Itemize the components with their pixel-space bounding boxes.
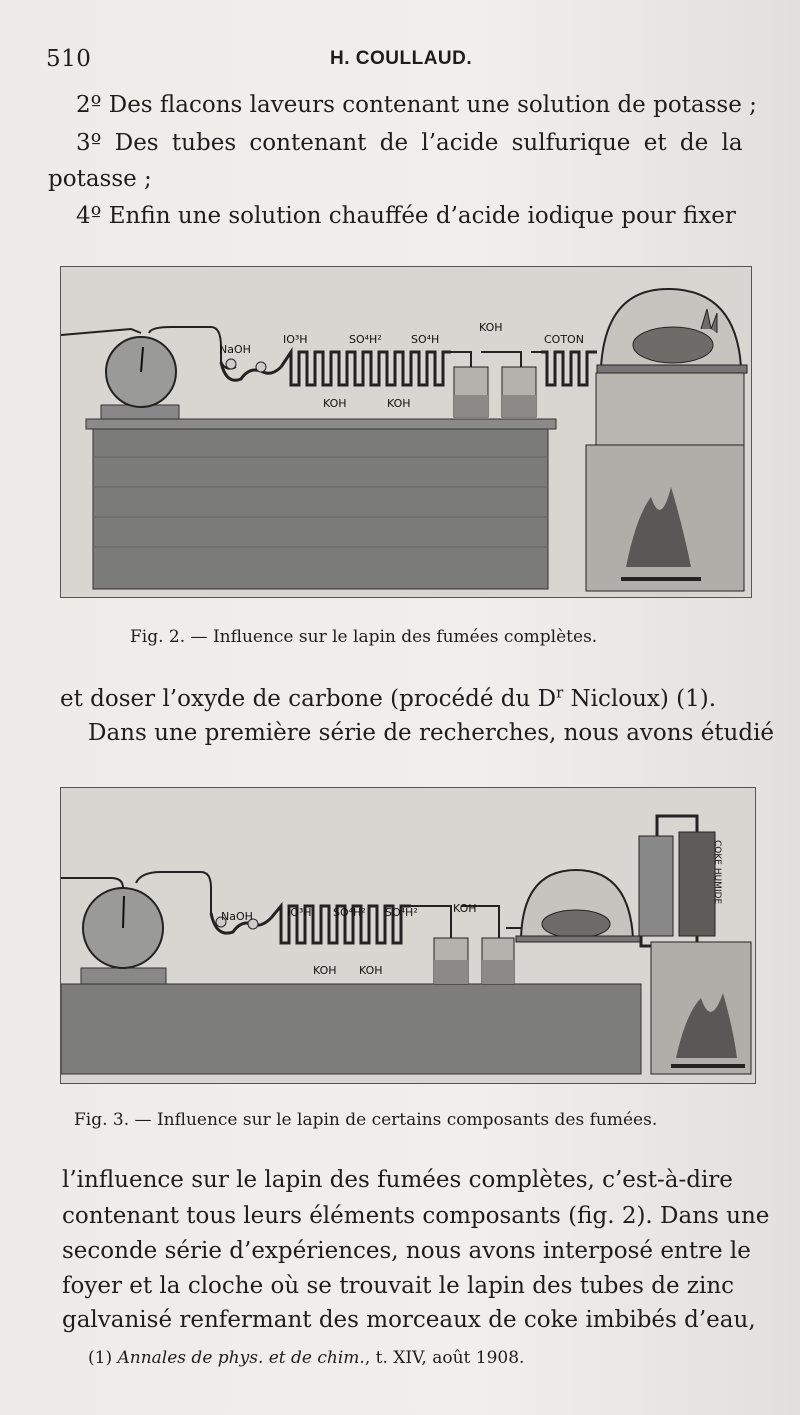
figure-3-caption: Fig. 3. — Influence sur le lapin de certains composants des fumées. [74, 1110, 658, 1130]
text-line: potasse ; [48, 166, 152, 192]
label-naoh: NaOH [221, 910, 253, 923]
page-number: 510 [46, 46, 92, 72]
text-line: l’influence sur le lapin des fumées complètes, c’est-à-dire [62, 1167, 733, 1193]
label-coton: COTON [544, 333, 584, 346]
label-so4h2: SO⁴H² [333, 906, 366, 919]
label-koh-top: KOH [479, 321, 503, 334]
figure-2-caption: Fig. 2. — Influence sur le lapin des fumées complètes. [130, 627, 598, 647]
text-line: 3º Des tubes contenant de l’acide sulfurique et de la [76, 130, 743, 156]
label-koh-top: KOH [453, 902, 477, 915]
text-line: 2º Des flacons laveurs contenant une solution de potasse ; [76, 92, 757, 118]
label-koh-bottom-2: KOH [387, 397, 411, 410]
label-io3h: IO³H [283, 333, 308, 346]
text-line: contenant tous leurs éléments composants (fig. 2). Dans une [62, 1203, 770, 1229]
label-so4h: SO⁴H [411, 333, 440, 346]
text-line: 4º Enfin une solution chauffée d’acide iodique pour fixer [76, 203, 736, 229]
figure-2-illustration [60, 266, 752, 598]
label-coke-humide: COKE HUMIDE [712, 840, 722, 905]
text-line: Dans une première série de recherches, nous avons étudié [88, 720, 775, 746]
running-title: H. COULLAUD. [330, 48, 473, 69]
text-line: galvanisé renfermant des morceaux de coke imbibés d’eau, [62, 1307, 756, 1333]
label-naoh: NaOH [219, 343, 251, 356]
label-koh-bottom-2: KOH [359, 964, 383, 977]
label-so4h2: SO⁴H² [349, 333, 382, 346]
figure-3-illustration [60, 787, 756, 1084]
label-so4h2-second: SO⁴H² [385, 906, 418, 919]
text-line: foyer et la cloche où se trouvait le lapin des tubes de zinc [62, 1273, 735, 1299]
label-io3h: IO³H [287, 906, 312, 919]
footnote: (1) Annales de phys. et de chim., t. XIV, août 1908. [88, 1348, 525, 1368]
label-koh-bottom-1: KOH [313, 964, 337, 977]
label-koh-bottom-1: KOH [323, 397, 347, 410]
text-line: seconde série d’expériences, nous avons interposé entre le [62, 1238, 751, 1264]
text-line: et doser l’oxyde de carbone (procédé du $D^r$ Nicloux) (1). [60, 683, 717, 712]
